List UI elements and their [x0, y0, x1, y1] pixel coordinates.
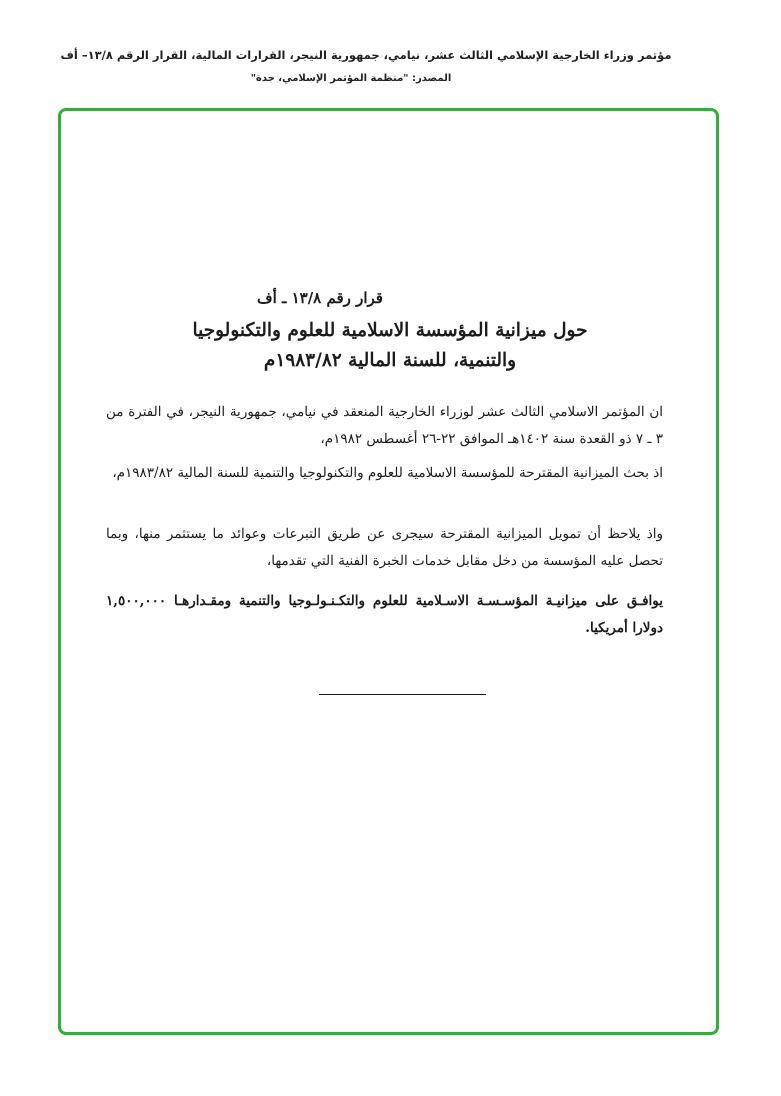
paragraph-having-examined: اذ بحث الميزانية المقترحة للمؤسسة الاسلامية للعلوم والتكنولوجيا والتنمية للسنة المالية ١٩٨٣/٨٢م، [112, 465, 663, 481]
closing-divider [319, 694, 486, 695]
paragraph-preamble: ان المؤتمر الاسلامي الثالث عشر لوزراء الخارجية المنعقد في نيامي، جمهورية النيجر، في الفترة من ٣ ـ ٧ ذو القعدة سنة ١٤٠٢هـ الموافق ٢٢-٢٦ أغسطس ١٩٨٢م، [106, 404, 663, 447]
header-source: المصدر: "منظمة المؤتمر الإسلامي، جدة" [250, 73, 452, 84]
header-title: مؤتمر وزراء الخارجية الإسلامي الثالث عشر، نيامي، جمهورية النيجر، القرارات المالية، القرار الرقم ١٣/٨– أف [60, 48, 672, 62]
decision-title-line-2: والتنمية، للسنة المالية ١٩٨٣/٨٢م [263, 350, 517, 371]
paragraph-noting: واذ يلاحظ أن تمويل الميزانية المقترحة سيجرى عن طريق التبرعات وعوائد ما يستثمر منها، وبما تحصل عليه المؤسسة من دخل مقابل خدمات الخبرة الفنية التي تقدمها، [106, 526, 663, 569]
decision-number: قرار رقم ١٣/٨ ـ أف [257, 289, 383, 307]
decision-title-line-1: حول ميزانية المؤسسة الاسلامية للعلوم والتكنولوجيا [192, 320, 588, 341]
paragraph-approves: يوافـق على ميزانيـة المؤسـسـة الاسـلامية للعلوم والتكـنـولـوجيا والتنمية ومقـدارهـا ١,٥٠٠,٠٠٠ دولارا أمريكيا. [106, 593, 663, 636]
decision-title [180, 316, 600, 376]
